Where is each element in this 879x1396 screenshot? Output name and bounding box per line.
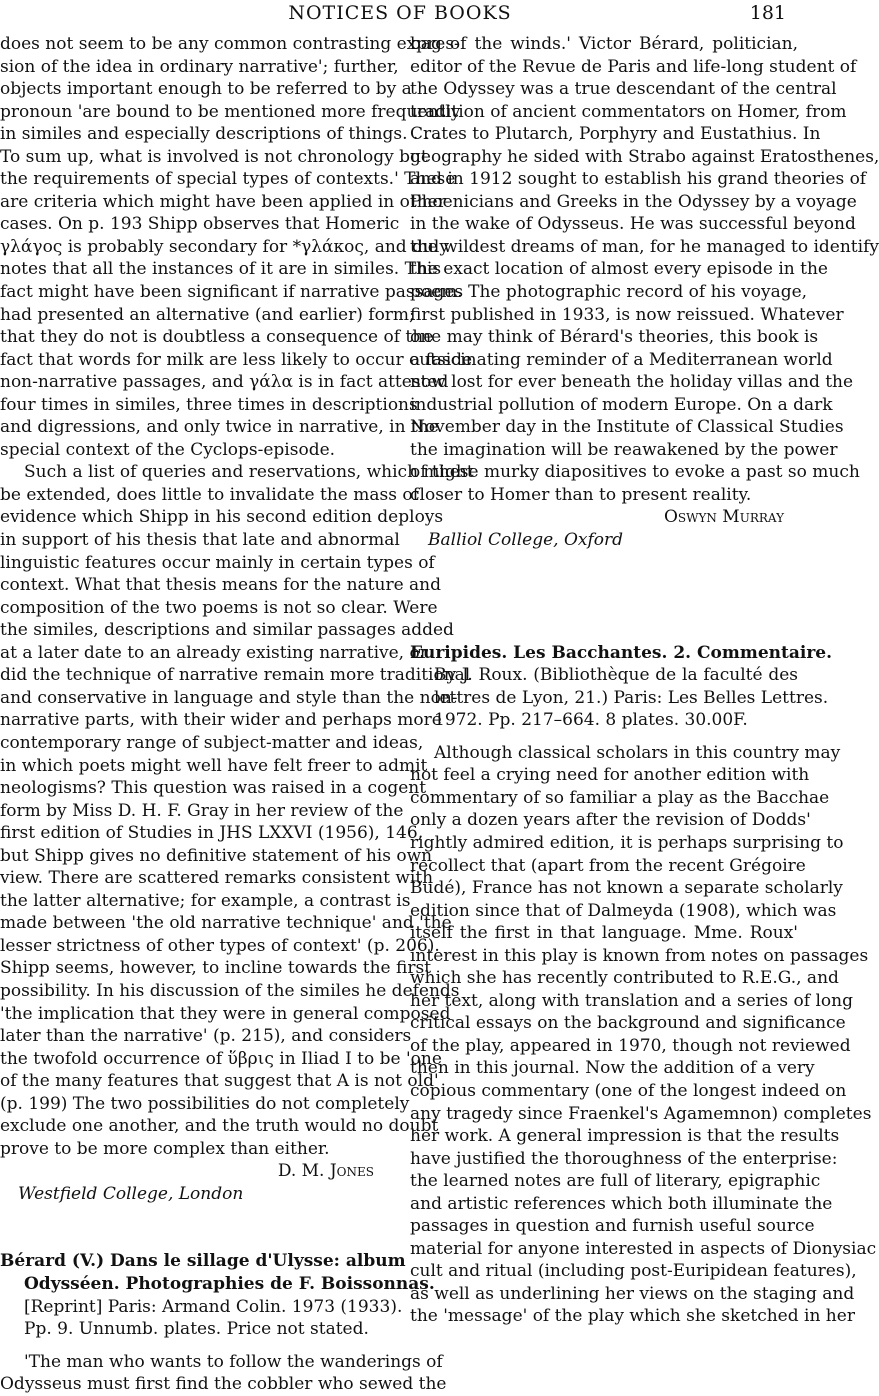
text-line: evidence which Shipp in his second edition deploys bbox=[0, 507, 444, 528]
text-line: not feel a crying need for another edition with bbox=[410, 765, 810, 786]
heading-line: Pp. 9. Unnumb. plates. Price not stated. bbox=[24, 1319, 369, 1340]
review-signature-murray: Oswyn Murray bbox=[663, 507, 784, 528]
text-line: passages in question and furnish useful source bbox=[410, 1216, 815, 1237]
text-line: does not seem to be any common contrasting expres- bbox=[0, 34, 460, 54]
text-line: neologisms? This question was raised in a cogent bbox=[0, 778, 427, 799]
text-line: the wildest dreams of man, for he managed to identify bbox=[410, 236, 879, 257]
heading-line: 1972. Pp. 217–664. 8 plates. 30.00F. bbox=[434, 710, 748, 731]
text-line: the requirements of special types of contexts.' These bbox=[0, 169, 456, 190]
text-line: did the technique of narrative remain more traditional bbox=[0, 665, 471, 686]
text-line: Although classical scholars in this country may bbox=[434, 742, 841, 763]
text-line: in similes and especially descriptions of things. . . . bbox=[0, 124, 440, 145]
heading-line: lettres de Lyon, 21.) Paris: Les Belles Lettres. bbox=[434, 687, 829, 708]
text-line: are criteria which might have been applied in other bbox=[0, 191, 446, 212]
text-line: material for anyone interested in aspects of Dionysiac bbox=[410, 1238, 877, 1259]
running-title: NOTICES OF BOOKS bbox=[288, 2, 512, 24]
text-line: closer to Homer than to present reality. bbox=[410, 484, 752, 505]
text-line: but Shipp gives no definitive statement of his own bbox=[0, 845, 433, 866]
text-line: tradition of ancient commentators on Homer, from bbox=[410, 101, 847, 122]
text-line: only a dozen years after the revision of Dodds' bbox=[410, 810, 811, 831]
text-line: now lost for ever beneath the holiday villas and the bbox=[410, 372, 854, 393]
text-line: any tragedy since Fraenkel's Agamemnon) completes bbox=[410, 1103, 872, 1124]
heading-line: Euripides. Les Bacchantes. 2. Commentaire. bbox=[410, 642, 833, 663]
berard-review-body bbox=[0, 1351, 447, 1396]
text-line: of the play, appeared in 1970, though not reviewed bbox=[410, 1035, 851, 1056]
text-line: later than the narrative' (p. 215), and considers bbox=[0, 1026, 412, 1047]
text-line: geography he sided with Strabo against Eratosthenes, bbox=[410, 146, 879, 167]
text-line: had presented an alternative (and earlier) form; bbox=[0, 304, 415, 325]
review-affiliation-westfield: Westfield College, London bbox=[18, 1183, 244, 1204]
text-line: first published in 1933, is now reissued. Whatever bbox=[410, 304, 844, 325]
right-column bbox=[410, 33, 879, 1328]
text-line: at a later date to an already existing narrative, or bbox=[0, 642, 428, 663]
text-line: non-narrative passages, and γάλα is in fact attested bbox=[0, 372, 449, 393]
text-line: edition since that of Dalmeyda (1908), which was bbox=[410, 900, 837, 921]
text-line: form by Miss D. H. F. Gray in her review of the bbox=[0, 800, 404, 821]
text-line: Such a list of queries and reservations, which might bbox=[24, 462, 474, 483]
text-line: fact that words for milk are less likely to occur outside bbox=[0, 349, 473, 370]
text-line: one may think of Bérard's theories, this book is bbox=[410, 327, 819, 348]
text-line: in which poets might well have felt freer to admit bbox=[0, 755, 428, 776]
text-line: Crates to Plutarch, Porphyry and Eustathius. In bbox=[410, 124, 821, 145]
text-line: cases. On p. 193 Shipp observes that Homeric bbox=[0, 214, 400, 235]
left-column bbox=[0, 33, 474, 1396]
text-line: the 'message' of the play which she sketched in her bbox=[410, 1306, 855, 1327]
heading-line: Bérard (V.) Dans le sillage d'Ulysse: album bbox=[0, 1251, 406, 1272]
text-line: her work. A general impression is that the results bbox=[410, 1126, 840, 1147]
text-line: prove to be more complex than either. bbox=[0, 1138, 330, 1159]
text-line: as well as underlining her views on the staging and bbox=[410, 1283, 855, 1304]
text-line: recollect that (apart from the recent Grégoire bbox=[410, 855, 806, 876]
text-line: commentary of so familiar a play as the Bacchae bbox=[410, 787, 830, 808]
text-line: in support of his thesis that late and abnormal bbox=[0, 530, 400, 551]
text-line: notes that all the instances of it are in similes. This bbox=[0, 259, 442, 280]
euripides-review-body bbox=[410, 742, 877, 1328]
text-line: a fascinating reminder of a Mediterranean world bbox=[410, 349, 833, 370]
text-line: sion of the idea in ordinary narrative'; further, bbox=[0, 56, 399, 77]
text-line: fact might have been significant if narrative passages bbox=[0, 282, 464, 303]
text-line: in the wake of Odysseus. He was successful beyond bbox=[410, 214, 856, 235]
text-line: the latter alternative; for example, a contrast is bbox=[0, 890, 411, 911]
berard-review-heading bbox=[0, 1250, 435, 1340]
text-line: the Odyssey was a true descendant of the central bbox=[410, 79, 837, 100]
text-line: interest in this play is known from notes on passages bbox=[410, 945, 869, 966]
text-line: the learned notes are full of literary, epigraphic bbox=[410, 1171, 821, 1192]
text-line: linguistic features occur mainly in certain types of bbox=[0, 552, 435, 573]
text-line: and digressions, and only twice in narrative, in the bbox=[0, 417, 439, 438]
text-line: first edition of Studies in JHS LXXVI (1956), 146, bbox=[0, 823, 424, 844]
text-line: that they do not is doubtless a consequence of the bbox=[0, 327, 434, 348]
text-line: rightly admired edition, it is perhaps surprising to bbox=[410, 832, 844, 853]
text-line: Odysseus must first find the cobbler who sewed the bbox=[0, 1374, 447, 1395]
text-line: the similes, descriptions and similar passages added bbox=[0, 620, 454, 641]
text-line: Shipp seems, however, to incline towards the first bbox=[0, 958, 432, 979]
text-line: the exact location of almost every episode in the bbox=[410, 259, 828, 280]
heading-line: [Reprint] Paris: Armand Colin. 1973 (1933). bbox=[24, 1296, 403, 1317]
text-line: (p. 199) The two possibilities do not completely bbox=[0, 1093, 410, 1114]
text-line: then in this journal. Now the addition of a very bbox=[410, 1058, 815, 1079]
running-header bbox=[0, 0, 800, 24]
text-line: the twofold occurrence of ὕβρις in Iliad I to be 'one bbox=[0, 1048, 442, 1069]
text-line: of the many features that suggest that A is not old' bbox=[0, 1071, 439, 1092]
text-line: and conservative in language and style than the non- bbox=[0, 687, 458, 708]
text-line: have justified the thoroughness of the enterprise: bbox=[410, 1148, 838, 1169]
text-line: objects important enough to be referred to by a bbox=[0, 79, 412, 100]
text-line: Phoenicians and Greeks in the Odyssey by a voyage bbox=[410, 191, 857, 212]
text-line: 'The man who wants to follow the wanderings of bbox=[24, 1351, 443, 1372]
text-line: 'the implication that they were in general composed bbox=[0, 1003, 451, 1024]
text-line: contemporary range of subject-matter and ideas, bbox=[0, 732, 424, 753]
text-line: and artistic references which both illuminate the bbox=[410, 1193, 833, 1214]
text-line: the imagination will be reawakened by the power bbox=[410, 439, 838, 460]
text-line: of these murky diapositives to evoke a past so much bbox=[410, 462, 860, 483]
text-line: industrial pollution of modern Europe. On a dark bbox=[410, 394, 833, 415]
page-number: 181 bbox=[749, 2, 786, 24]
text-line: made between 'the old narrative technique' and 'the bbox=[0, 913, 452, 934]
text-line: her text, along with translation and a series of long bbox=[410, 990, 853, 1011]
text-line: lesser strictness of other types of context' (p. 206). bbox=[0, 935, 440, 956]
review-signature-jones: D. M. Jones bbox=[277, 1161, 374, 1182]
left-body-text bbox=[0, 33, 474, 1160]
text-line: and in 1912 sought to establish his grand theories of bbox=[410, 169, 867, 190]
review-affiliation-balliol: Balliol College, Oxford bbox=[428, 530, 624, 551]
text-line: Budé), France has not known a separate scholarly bbox=[410, 878, 843, 899]
text-line: editor of the Revue de Paris and life-long student of bbox=[410, 56, 857, 77]
heading-line: Odysséen. Photographies de F. Boissonnas. bbox=[24, 1273, 435, 1294]
text-line: pronoun 'are bound to be mentioned more frequently bbox=[0, 101, 461, 122]
text-line: To sum up, what is involved is not chronology but bbox=[0, 146, 428, 167]
text-line: bag of the winds.' Victor Bérard, politician, bbox=[410, 34, 798, 54]
text-line: special context of the Cyclops-episode. bbox=[0, 439, 336, 460]
text-line: γλάγος is probably secondary for *γλάκος, and duly bbox=[0, 236, 449, 257]
text-line: be extended, does little to invalidate the mass of bbox=[0, 484, 419, 505]
text-line: itself the first in that language. Mme. Roux' bbox=[410, 923, 798, 944]
text-line: exclude one another, and the truth would no doubt bbox=[0, 1116, 439, 1137]
heading-line: By J. Roux. (Bibliothèque de la faculté des bbox=[434, 665, 798, 686]
text-line: cult and ritual (including post-Euripidean features), bbox=[410, 1261, 857, 1282]
text-line: critical essays on the background and significance bbox=[410, 1013, 846, 1034]
euripides-review-heading bbox=[410, 642, 833, 732]
text-line: composition of the two poems is not so clear. Were bbox=[0, 597, 438, 618]
text-line: view. There are scattered remarks consistent with bbox=[0, 868, 434, 889]
text-line: poem. The photographic record of his voyage, bbox=[410, 282, 808, 303]
text-line: November day in the Institute of Classical Studies bbox=[410, 417, 844, 438]
text-line: context. What that thesis means for the nature and bbox=[0, 575, 442, 596]
text-line: copious commentary (one of the longest indeed on bbox=[410, 1080, 847, 1101]
text-line: four times in similes, three times in descriptions bbox=[0, 394, 418, 415]
text-line: which she has recently contributed to R.E.G., and bbox=[410, 968, 839, 989]
text-line: narrative parts, with their wider and perhaps more bbox=[0, 710, 442, 731]
right-body-text bbox=[410, 33, 879, 506]
text-line: possibility. In his discussion of the similes he defends bbox=[0, 980, 460, 1001]
